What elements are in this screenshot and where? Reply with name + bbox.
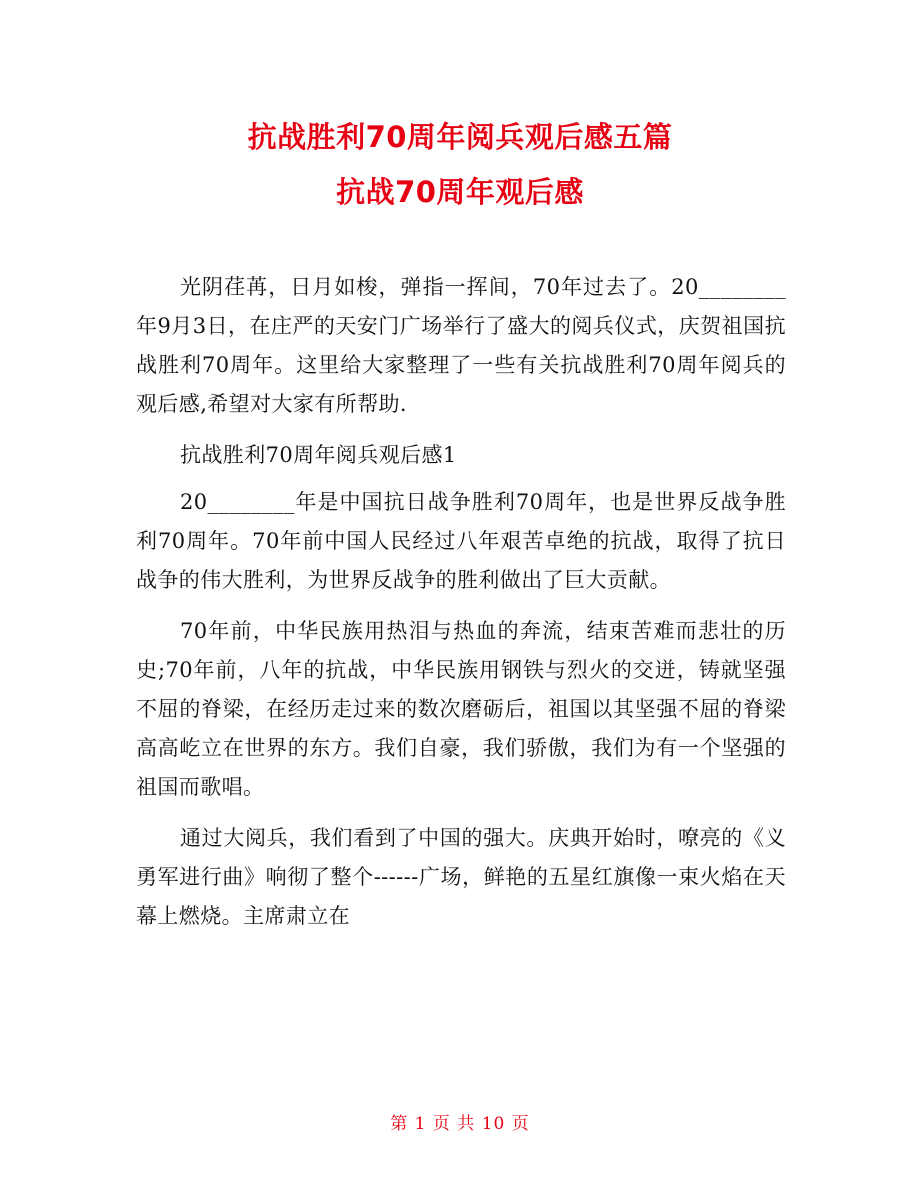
document-title: 抗战胜利70周年阅兵观后感五篇 [247, 120, 673, 154]
document-body [136, 268, 786, 948]
paragraph-2: 70年前，中华民族用热泪与热血的奔流，结束苦难而悲壮的历史;70年前，八年的抗战，中华民族用钢铁与烈火的交迸，铸就坚强不屈的脊梁，在经历走过来的数次磨砺后，祖国以其坚强不屈的脊梁高高屹立在世界的东方。我们自豪，我们骄傲，我们为有一个坚强的祖国而歌唱。 [136, 619, 786, 799]
section-heading: 抗战胜利70周年阅兵观后感1 [180, 443, 457, 467]
document-subtitle: 抗战70周年观后感 [336, 175, 584, 209]
paragraph-1: 20________年是中国抗日战争胜利70周年，也是世界反战争胜利70周年。70年前中国人民经过八年艰苦卓绝的抗战，取得了抗日战争的伟大胜利，为世界反战争的胜利做出了巨大贡献。 [136, 490, 786, 592]
paragraph-3: 通过大阅兵，我们看到了中国的强大。庆典开始时，嘹亮的《义勇军进行曲》响彻了整个------广场，鲜艳的五星红旗像一束火焰在天幕上燃烧。主席肃立在 [136, 826, 786, 928]
page-number-footer: 第 1 页 共 10 页 [390, 1114, 530, 1134]
paragraph-intro: 光阴荏苒，日月如梭，弹指一挥间，70年过去了。20________年9月3日，在庄严的天安门广场举行了盛大的阅兵仪式，庆贺祖国抗战胜利70周年。这里给大家整理了一些有关抗战胜利70周年阅兵的观后感,希望对大家有所帮助. [136, 275, 786, 416]
